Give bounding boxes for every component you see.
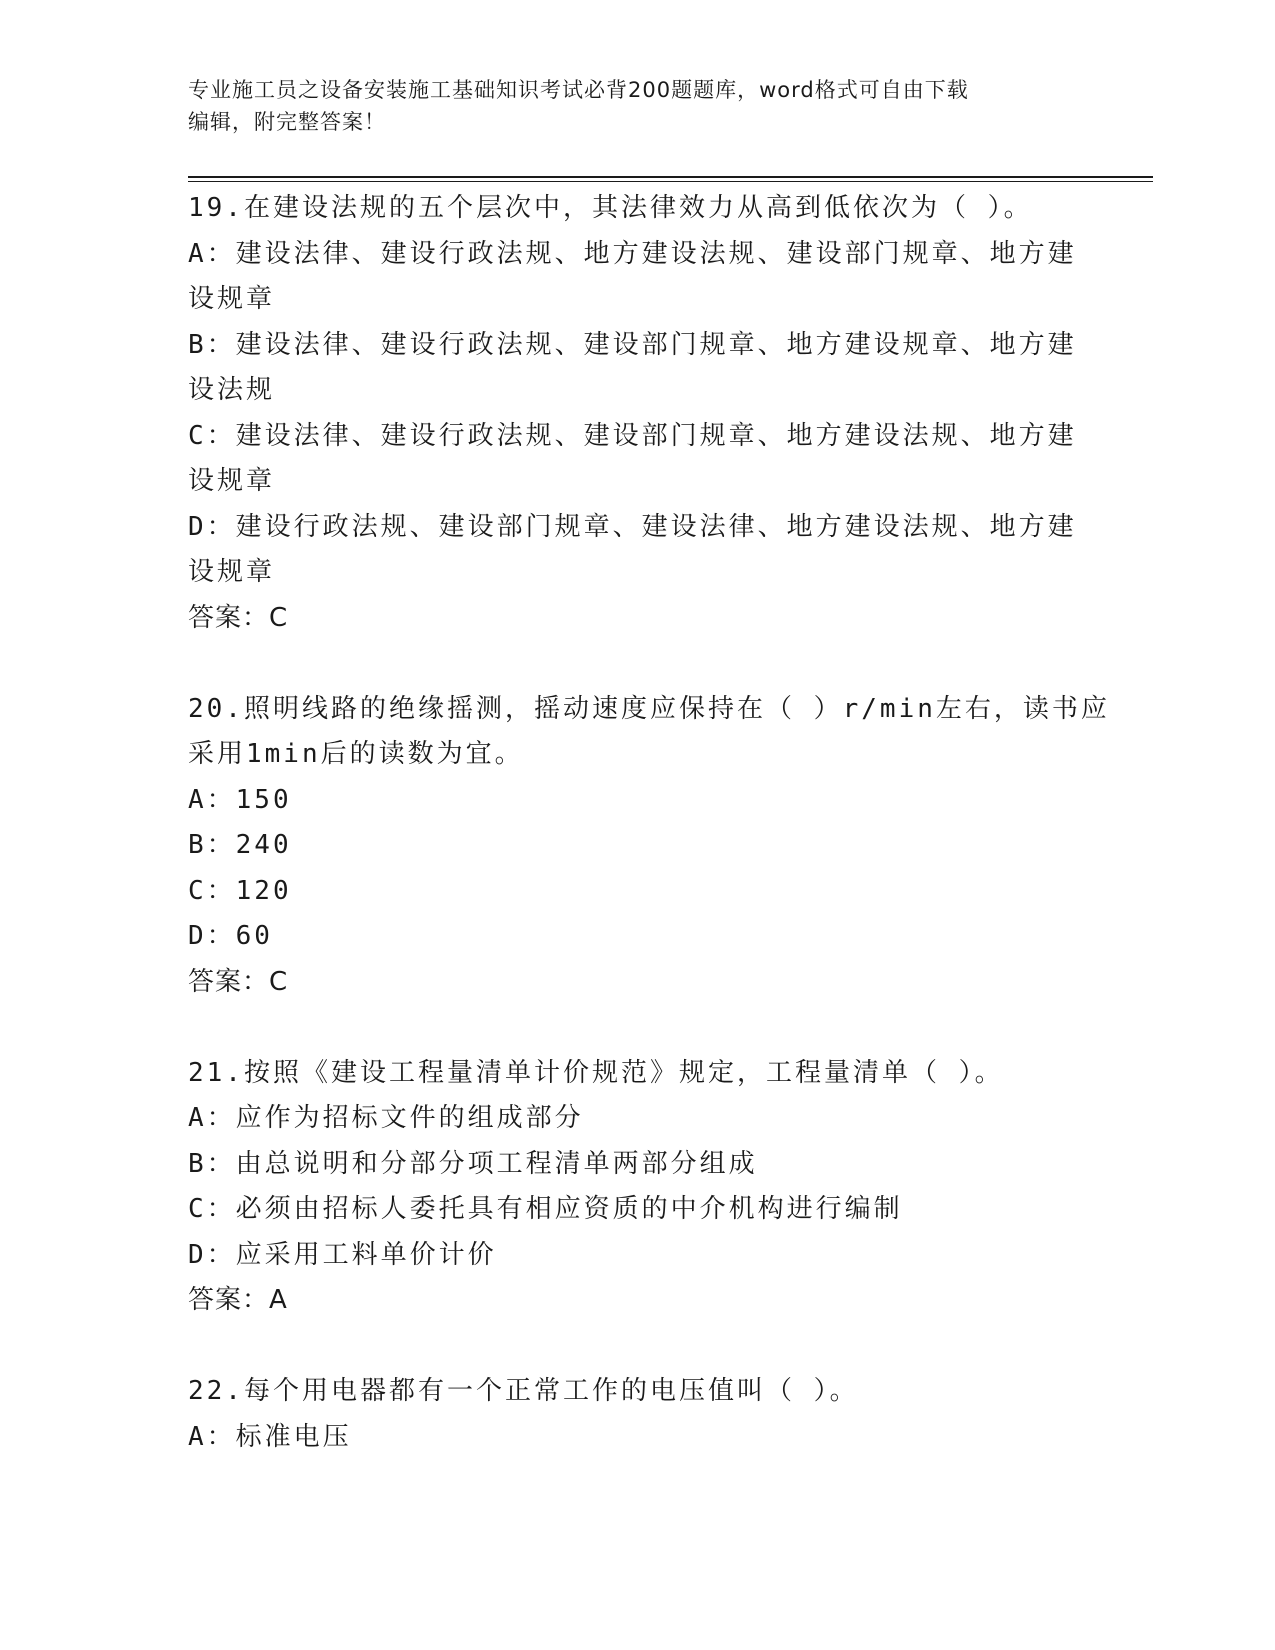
option-c-continued: 设规章 [188, 466, 276, 496]
option-a: A：建设法律、建设行政法规、地方建设法规、建设部门规章、地方建 [188, 238, 1077, 269]
question-stem: 21.按照《建设工程量清单计价规范》规定，工程量清单（ ）。 [188, 1057, 1004, 1088]
answer-label: 答案：C [188, 602, 289, 633]
question-21 [188, 1051, 1088, 1324]
option-a-continued: 设规章 [188, 284, 276, 314]
header-divider-thin [188, 181, 1153, 182]
option-d-continued: 设规章 [188, 557, 276, 587]
option-d: D：60 [188, 921, 273, 951]
option-b: B：由总说明和分部分项工程清单两部分组成 [188, 1148, 758, 1179]
header-line-1: 专业施工员之设备安装施工基础知识考试必背200题题库，word格式可自由下载 [188, 78, 969, 102]
answer-label: 答案：C [188, 966, 289, 997]
question-stem: 20.照明线路的绝缘摇测，摇动速度应保持在（ ）r/min左右，读书应 [188, 693, 1110, 724]
header-line-2: 编辑，附完整答案！ [188, 110, 386, 134]
question-stem: 22.每个用电器都有一个正常工作的电压值叫（ ）。 [188, 1376, 859, 1406]
option-d: D：建设行政法规、建设部门规章、建设法律、地方建设法规、地方建 [188, 511, 1077, 542]
option-a: A：150 [188, 784, 292, 815]
question-20 [188, 687, 1110, 1006]
option-c: C：必须由招标人委托具有相应资质的中介机构进行编制 [188, 1194, 903, 1224]
option-a: A：应作为招标文件的组成部分 [188, 1103, 584, 1133]
question-19 [188, 186, 1088, 641]
question-stem: 19.在建设法规的五个层次中，其法律效力从高到低依次为（ ）。 [188, 193, 1033, 223]
option-c: C：建设法律、建设行政法规、建设部门规章、地方建设法规、地方建 [188, 420, 1077, 451]
question-list [188, 186, 1110, 1460]
header-divider-thick [188, 176, 1153, 178]
option-b: B：建设法律、建设行政法规、建设部门规章、地方建设规章、地方建 [188, 329, 1077, 360]
question-22 [188, 1369, 1088, 1460]
question-stem-continued: 采用1min后的读数为宜。 [188, 739, 524, 769]
document-header [188, 74, 1088, 138]
option-c: C：120 [188, 875, 292, 906]
option-a: A：标准电压 [188, 1421, 352, 1452]
option-b-continued: 设法规 [188, 375, 276, 405]
option-d: D：应采用工料单价计价 [188, 1239, 497, 1270]
option-b: B：240 [188, 830, 292, 860]
answer-label: 答案：A [188, 1285, 288, 1315]
